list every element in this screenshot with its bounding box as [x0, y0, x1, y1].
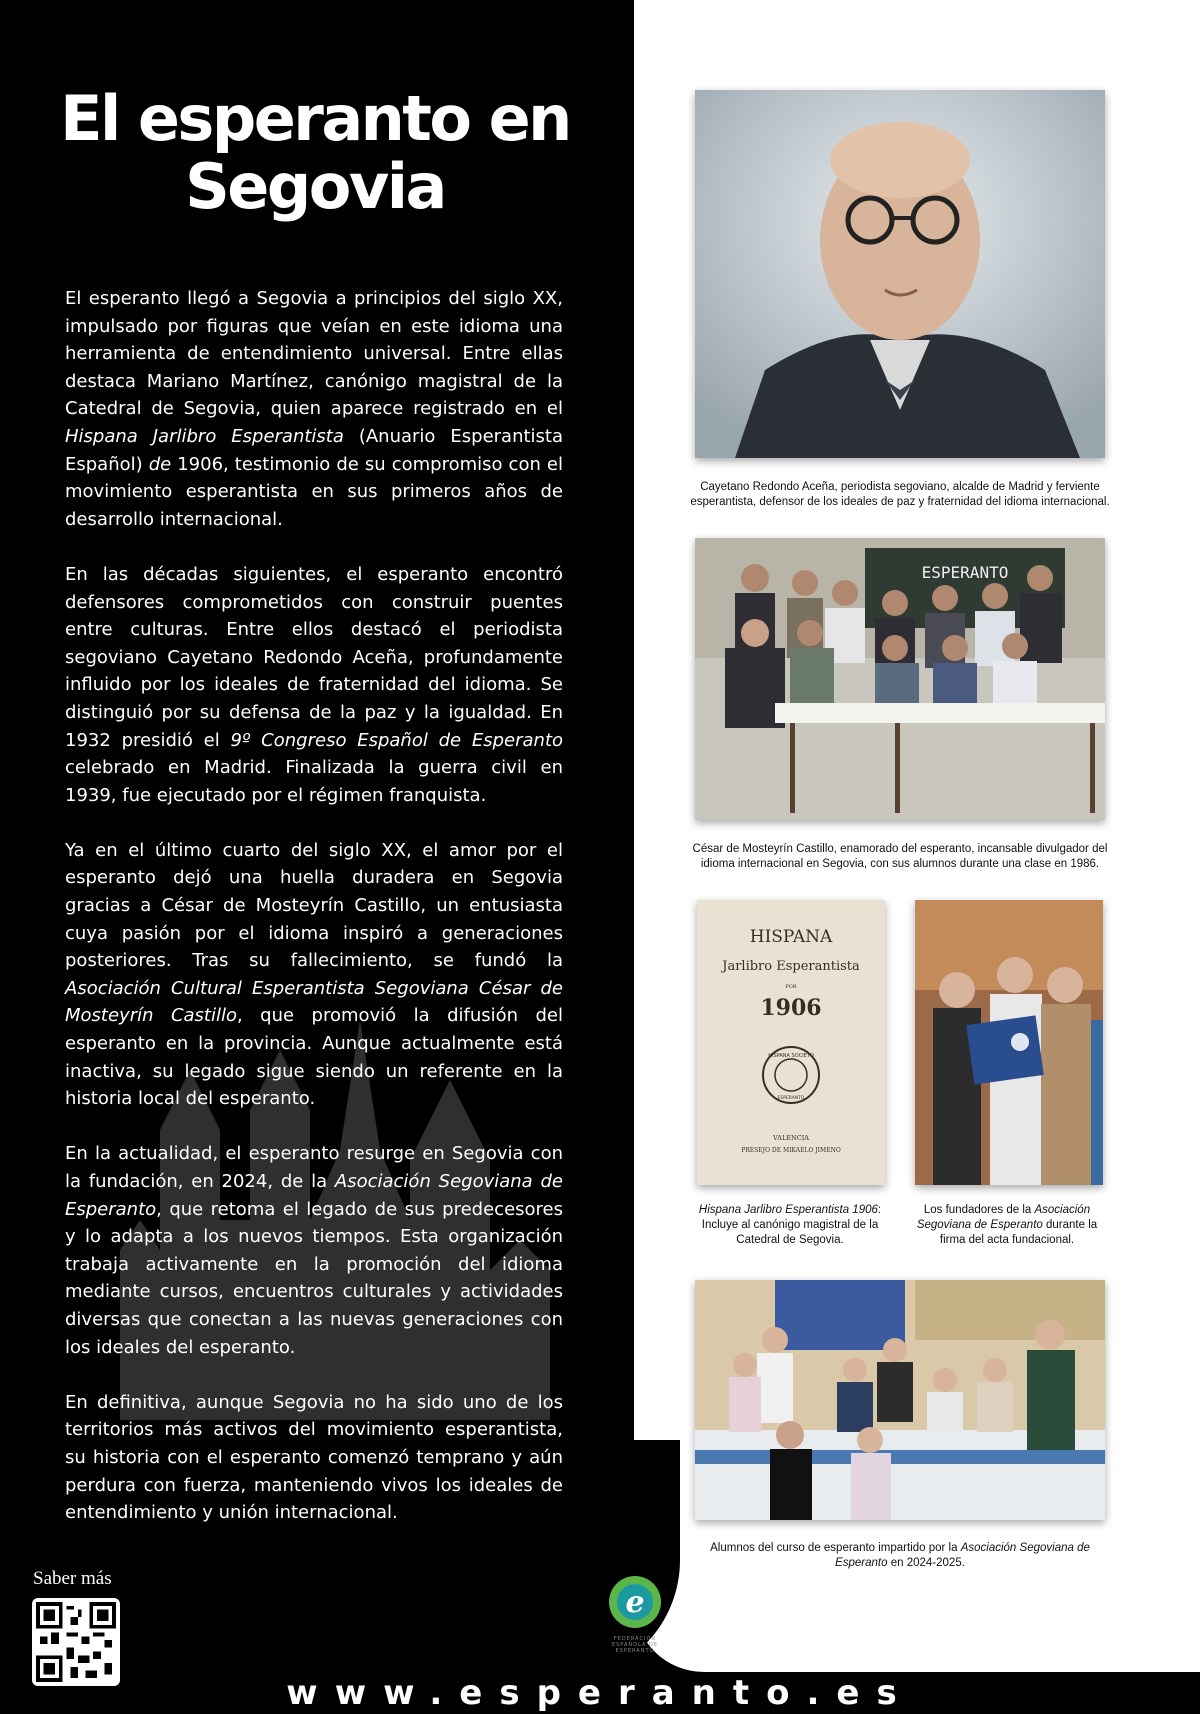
- federation-logo-icon: [605, 1572, 665, 1632]
- paragraph-4: En la actualidad, el esperanto resurge en Segovia con la fundación, en 2024, de la Asociación Segoviana de Esperanto, que retoma el legado de sus predecesores y lo adapta a los nuevos tiempos. Esta organización trabaja activamente en la promoción del idioma mediante cursos, encuentros culturales y actividades diversas que conectan a las nuevas generaciones con los ideales del esperanto.: [65, 1143, 563, 1358]
- book-title-1: HISPANA: [749, 927, 833, 947]
- book-por: POR: [785, 984, 797, 990]
- book-cover-photo: [697, 900, 885, 1185]
- book-year: 1906: [760, 995, 822, 1021]
- caption-class-1986: César de Mosteyrín Castillo, enamorado del esperanto, incansable divulgador del idioma internacional en Segovia, con sus alumnos durante una clase en 1986.: [692, 843, 1108, 870]
- paragraph-2: En las décadas siguientes, el esperanto encontró defensores comprometidos con construir puentes entre culturas. Entre ellos destacó el periodista segoviano Cayetano Redondo Aceña, profundamente influido por los ideales de fraternidad del idioma. Se distinguió por su defensa de la paz y la igualdad. En 1932 presidió el 9º Congreso Español de Esperanto celebrado en Madrid. Finalizada la guerra civil en 1939, fue ejecutado por el régimen franquista.: [65, 563, 564, 806]
- website-url[interactable]: www.esperanto.es: [286, 1673, 914, 1713]
- title-line-2: Segovia: [185, 150, 445, 223]
- federation-logo-text: FEDERACION ESPAÑOLA DE ESPERANTO: [611, 1636, 659, 1654]
- article-body: [65, 285, 563, 1554]
- paragraph-3: Ya en el último cuarto del siglo XX, el amor por el esperanto dejó una huella duradera en Segovia gracias a César de Mosteyrín Castillo, un entusiasta cuya pasión por el idioma inspiró a generaciones posteriores. Tras su fallecimiento, se fundó la Asociación Cultural Esperantista Segoviana César de Mosteyrín Castillo, que promovió la difusión del esperanto en la provincia. Aunque actualmente está inactiva, su legado sigue siendo un referente en la historia local del esperanto.: [65, 839, 563, 1110]
- logo-letter: e: [625, 1585, 645, 1620]
- class-1986-photo: [695, 538, 1105, 820]
- portrait-photo: [695, 90, 1105, 458]
- paragraph-1: El esperanto llegó a Segovia a principios del siglo XX, impulsado por figuras que veían en este idioma una herramienta de entendimiento universal. Entre ellas destaca Mariano Martínez, canónigo magistral de la Catedral de Segovia, quien aparece registrado en el Hispana Jarlibro Esperantista (Anuario Esperantista Español) de 1906, testimonio de su compromiso con el movimiento esperantista en sus primeros años de desarrollo internacional.: [65, 288, 564, 530]
- caption-portrait: Cayetano Redondo Aceña, periodista segoviano, alcalde de Madrid y ferviente esperantista, defensor de los ideales de paz y fraternidad del idioma internacional.: [690, 481, 1110, 508]
- book-city: VALENCIA: [773, 1134, 809, 1142]
- paragraph-5: En definitiva, aunque Segovia no ha sido uno de los territorios más activos del movimiento esperantista, su historia con el esperanto comenzó temprano y aún perdura con fuerza, manteniendo vivos los ideales de entendimiento y unión internacional.: [65, 1391, 563, 1524]
- caption-students: Alumnos del curso de esperanto impartido por la Asociación Segoviana de Esperanto en 2024-2025.: [710, 1542, 1090, 1569]
- caption-book: Hispana Jarlibro Esperantista 1906: Incluye al canónigo magistral de la Catedral de Segovia.: [698, 1204, 882, 1246]
- founders-photo: [915, 900, 1103, 1185]
- book-printer: PRESEJO DE MIKAELO JIMENO: [741, 1147, 841, 1154]
- book-title-2: Jarlibro Esperantista: [722, 959, 860, 974]
- title-line-1: El esperanto en: [60, 82, 570, 155]
- caption-founders: Los fundadores de la Asociación Segoviana de Esperanto durante la firma del acta fundacional.: [916, 1204, 1098, 1246]
- board-text: ESPERANTO: [921, 563, 1009, 582]
- book-seal-2: ESPERANTO: [777, 1096, 805, 1101]
- page-title: [40, 82, 590, 223]
- saber-mas-label: Saber más: [33, 1568, 112, 1589]
- students-photo: [695, 1280, 1105, 1520]
- book-seal: HISPANA SOCIETO: [768, 1053, 814, 1059]
